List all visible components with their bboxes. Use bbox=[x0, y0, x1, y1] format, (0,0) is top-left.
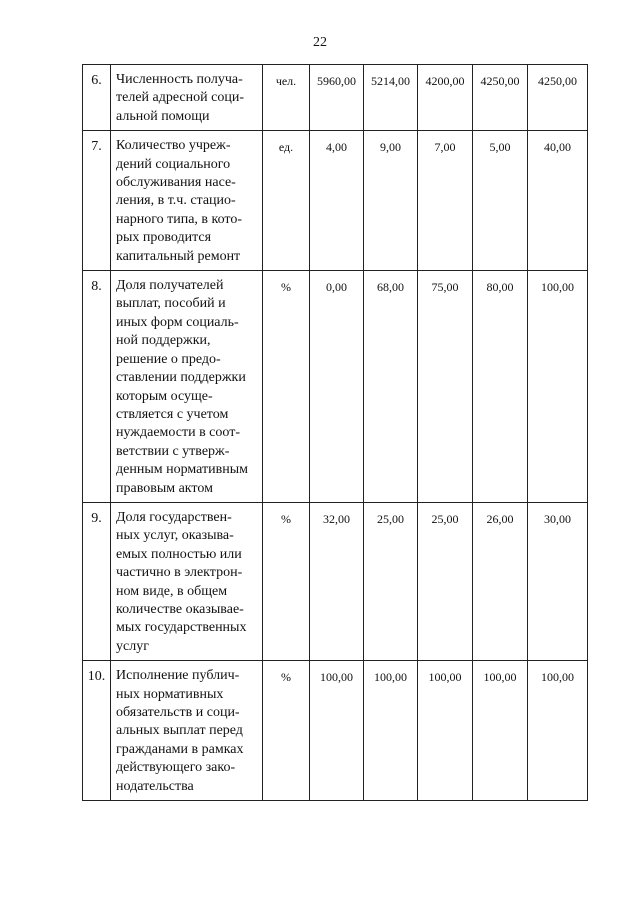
value-cell: 4250,00 bbox=[528, 65, 588, 131]
value-cell: 7,00 bbox=[418, 131, 473, 271]
indicator-name: Численность получа- телей адресной соци- альной помощи bbox=[111, 65, 263, 131]
value-cell: 40,00 bbox=[528, 131, 588, 271]
value-cell: 25,00 bbox=[418, 502, 473, 660]
table-row bbox=[83, 131, 588, 271]
value-cell: 5,00 bbox=[473, 131, 528, 271]
value-cell: 25,00 bbox=[364, 502, 418, 660]
value-cell: 4200,00 bbox=[418, 65, 473, 131]
row-number: 10. bbox=[83, 661, 111, 801]
row-number: 8. bbox=[83, 271, 111, 503]
indicator-name: Исполнение публич- ных нормативных обязательств и соци- альных выплат перед гражданами в рамках действующего зако- нодательства bbox=[111, 661, 263, 801]
value-cell: 5214,00 bbox=[364, 65, 418, 131]
row-number: 9. bbox=[83, 502, 111, 660]
unit-cell: ед. bbox=[263, 131, 310, 271]
table-row bbox=[83, 65, 588, 131]
unit-cell: % bbox=[263, 661, 310, 801]
value-cell: 100,00 bbox=[528, 271, 588, 503]
value-cell: 30,00 bbox=[528, 502, 588, 660]
value-cell: 80,00 bbox=[473, 271, 528, 503]
unit-cell: % bbox=[263, 502, 310, 660]
value-cell: 100,00 bbox=[528, 661, 588, 801]
value-cell: 5960,00 bbox=[310, 65, 364, 131]
table-row bbox=[83, 271, 588, 503]
indicator-name: Количество учреж- дений социального обслуживания насе- ления, в т.ч. стацио- нарного типа, в кото- рых проводится капитальный ремонт bbox=[111, 131, 263, 271]
value-cell: 32,00 bbox=[310, 502, 364, 660]
value-cell: 100,00 bbox=[310, 661, 364, 801]
value-cell: 4,00 bbox=[310, 131, 364, 271]
value-cell: 100,00 bbox=[418, 661, 473, 801]
page-number: 22 bbox=[313, 35, 327, 50]
value-cell: 100,00 bbox=[364, 661, 418, 801]
indicator-name: Доля государствен- ных услуг, оказыва- емых полностью или частично в электрон- ном виде, в общем количестве оказывае- мых государственных услуг bbox=[111, 502, 263, 660]
table-row bbox=[83, 502, 588, 660]
row-number: 6. bbox=[83, 65, 111, 131]
indicators-table bbox=[82, 64, 588, 801]
value-cell: 68,00 bbox=[364, 271, 418, 503]
value-cell: 4250,00 bbox=[473, 65, 528, 131]
value-cell: 75,00 bbox=[418, 271, 473, 503]
value-cell: 0,00 bbox=[310, 271, 364, 503]
value-cell: 100,00 bbox=[473, 661, 528, 801]
row-number: 7. bbox=[83, 131, 111, 271]
unit-cell: чел. bbox=[263, 65, 310, 131]
value-cell: 26,00 bbox=[473, 502, 528, 660]
unit-cell: % bbox=[263, 271, 310, 503]
indicator-name: Доля получателей выплат, пособий и иных форм социаль- ной поддержки, решение о предо- ставлении поддержки которым осуще- ствляется с учетом нуждаемости в соот- ветствии с утверж- денным нормативным правовым актом bbox=[111, 271, 263, 503]
value-cell: 9,00 bbox=[364, 131, 418, 271]
table-row bbox=[83, 661, 588, 801]
